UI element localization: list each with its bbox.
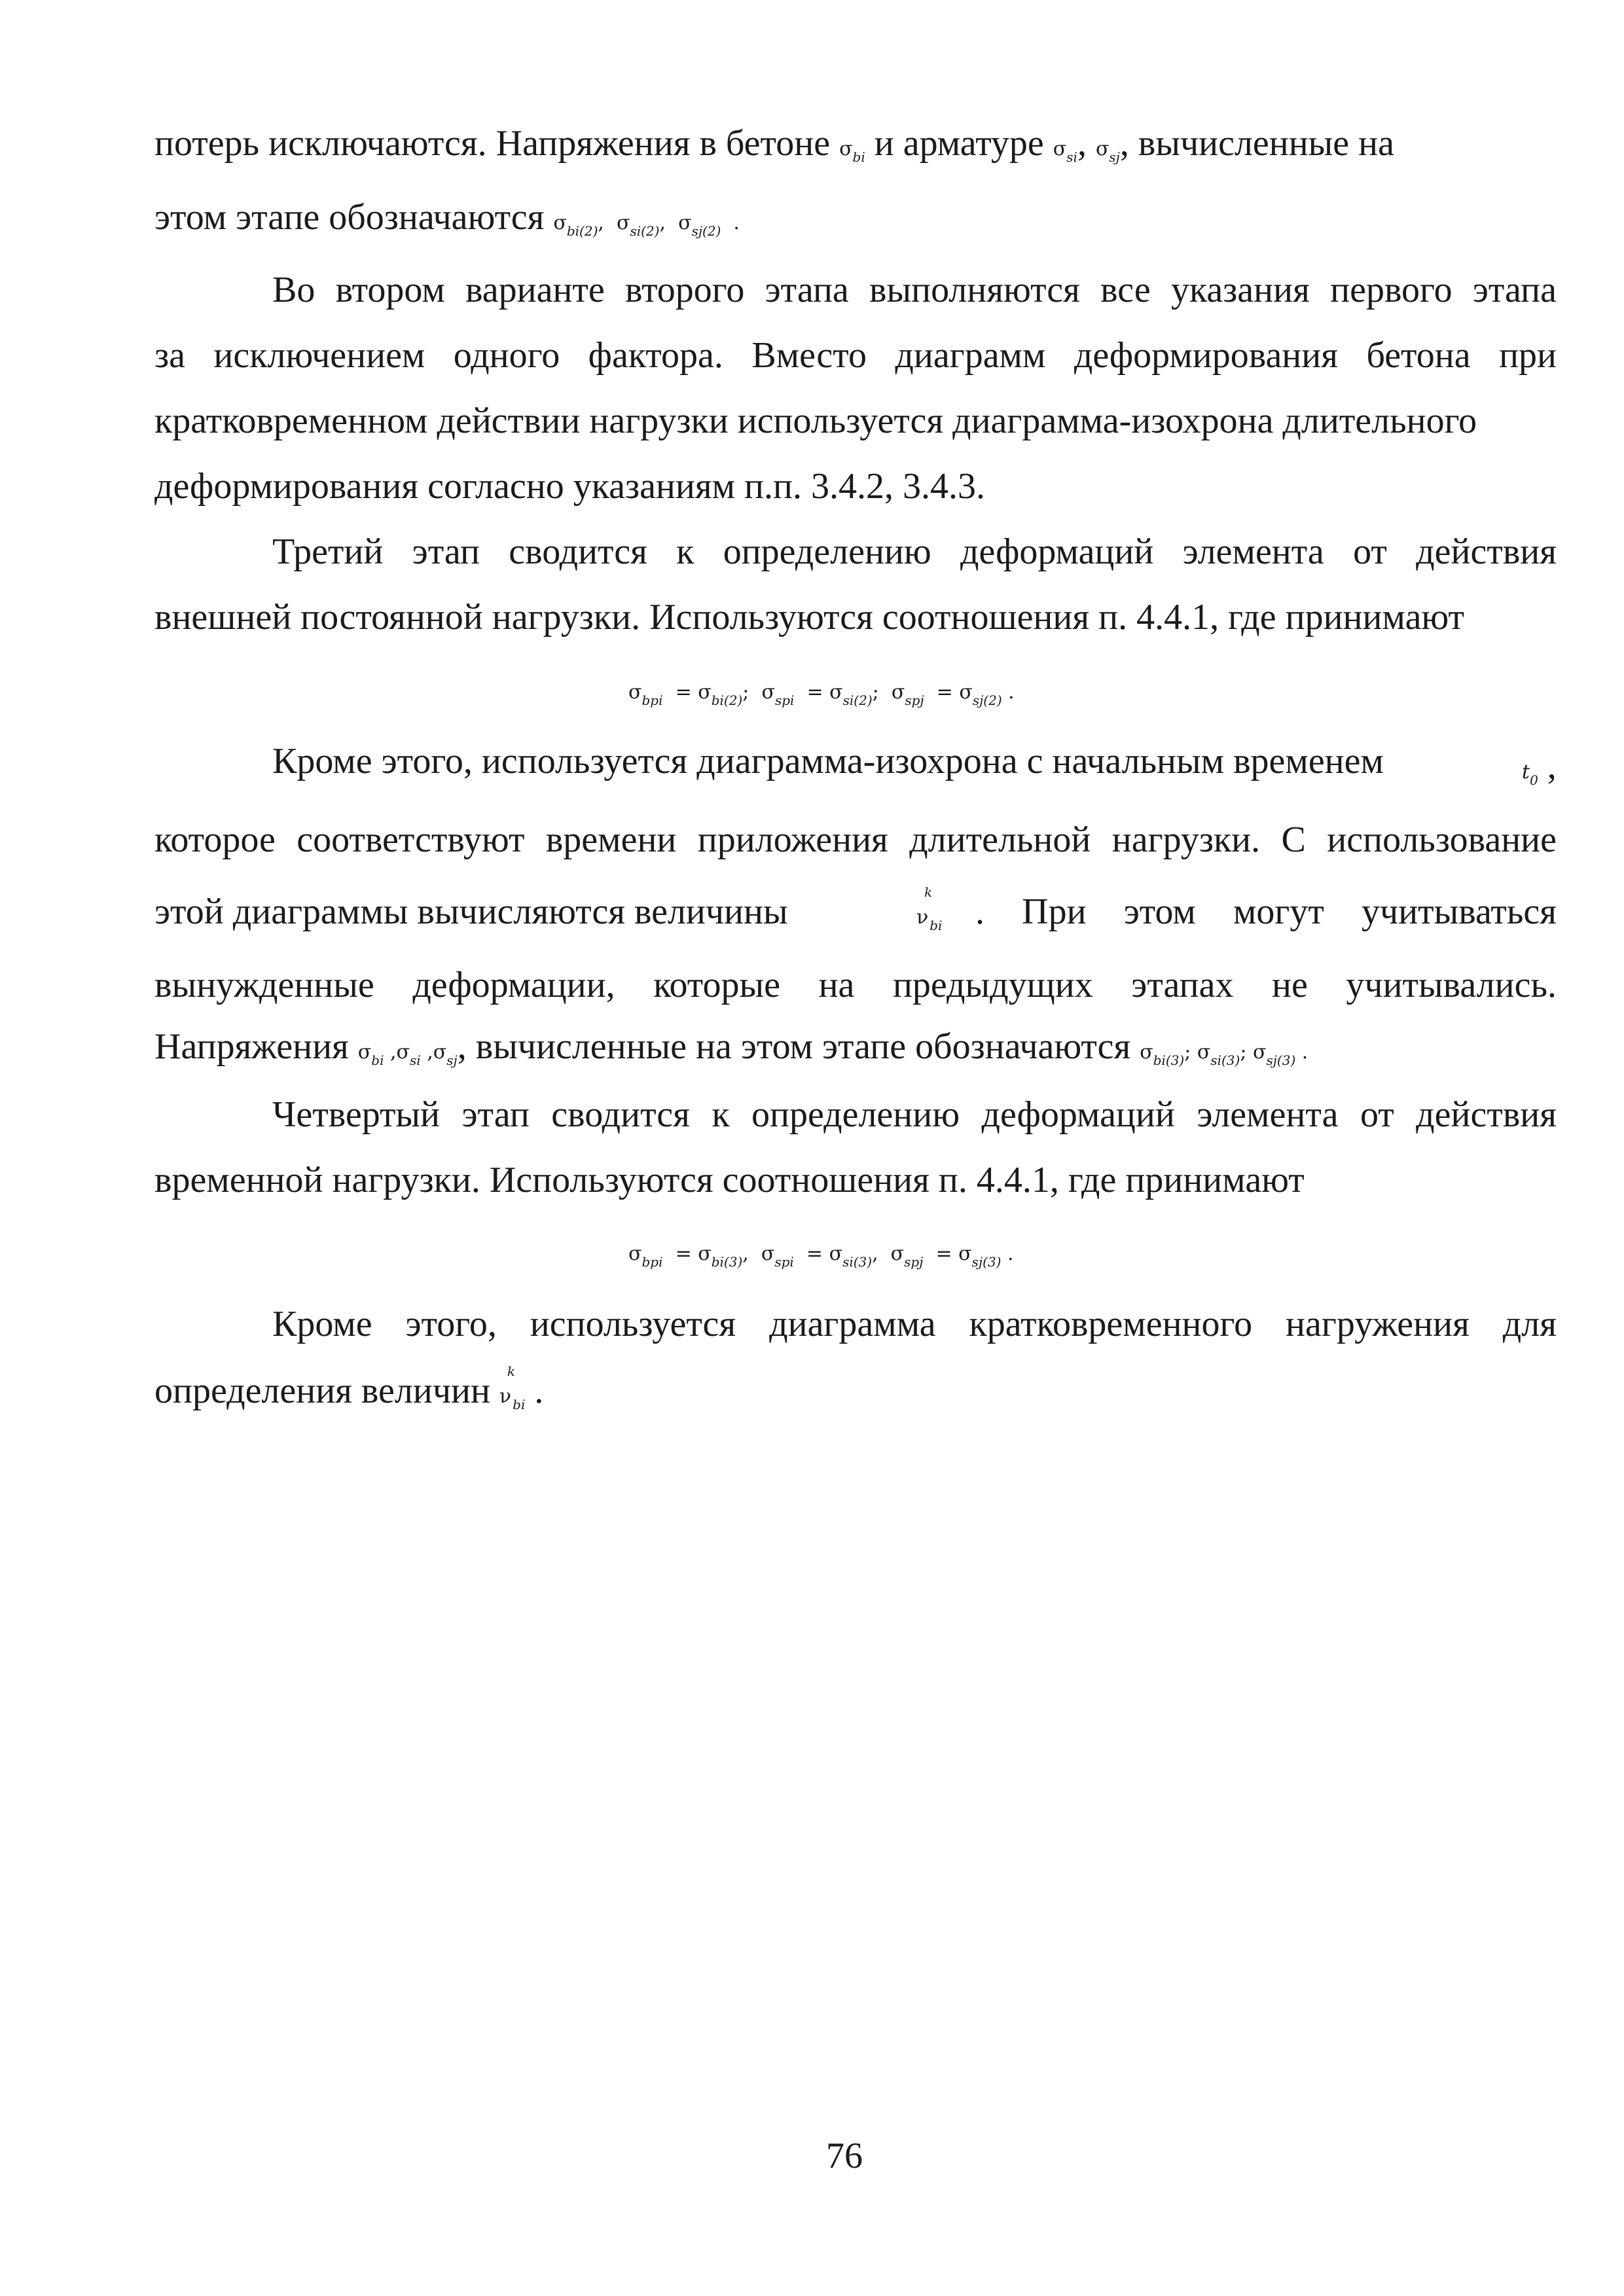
text-segment: , — [1077, 123, 1087, 164]
paragraph-4-line-5 — [154, 1025, 1308, 1074]
paragraph-6-line-1: Кроме этого, используется диаграмма кратковременного нагружения для — [272, 1304, 1557, 1344]
paragraph-5-line-2: временной нагрузки. Используются соотношения п. 4.4.1, где принимают — [154, 1160, 1305, 1200]
text-segment: этой диаграммы вычисляются величины — [154, 891, 788, 932]
text-segment: , вычисленные на — [1119, 123, 1394, 164]
symbols-stage2: $\sigma_{bi(2)}$, $\sigma_{si(2)}$, $\sigma_{sj(2)}$ . — [553, 211, 740, 239]
paragraph-2-line-4: деформирования согласно указаниям п.п. 3.4.2, 3.4.3. — [154, 466, 985, 507]
paragraph-4-line-1 — [272, 740, 1384, 783]
paragraph-2-line-3: кратковременном действии нагрузки используется диаграмма-изохрона длительного — [154, 401, 1477, 441]
text-segment: определения величин — [154, 1371, 490, 1411]
paragraph-3-line-1: Третий этап сводится к определению деформаций элемента от действия — [272, 531, 1557, 572]
paragraph-4-line-4: вынужденные деформации, которые на предыдущих этапах не учитывались. — [154, 965, 1557, 1005]
symbol-nu-bi-k-2: ν k $_{bi}$ — [499, 1363, 526, 1412]
paragraph-2-line-1: Во втором варианте второго этапа выполняются все указания первого этапа — [272, 270, 1557, 310]
paragraph-4-line-3 — [154, 890, 788, 933]
symbol-sigma-si: $\sigma_{si}$ — [1053, 137, 1077, 165]
page-number: 76 — [826, 2136, 863, 2176]
paragraph-2-line-2: за исключением одного фактора. Вместо диаграмм деформирования бетона при — [154, 335, 1557, 376]
equation-stage3: $\sigma_{bpi} = \sigma_{bi(2)}$; $\sigma_{spi} = \sigma_{si(2)}$; $\sigma_{spj} = \sigma_{sj(2)}$ . — [628, 681, 1015, 708]
text-segment: Кроме этого, используется диаграмма-изохрона с начальным временем — [272, 741, 1384, 781]
symbol-t0: $t_0$ , — [1522, 746, 1557, 788]
text-segment: потерь исключаются. Напряжения в бетоне — [154, 123, 831, 164]
equation-stage4: $\sigma_{bpi} = \sigma_{bi(3)}$, $\sigma_{spi} = \sigma_{si(3)}$, $\sigma_{spj} = \sigma_{sj(3)}$ . — [628, 1242, 1014, 1270]
paragraph-6-line-2: определения величин ν k $_{bi}$ . — [154, 1369, 543, 1418]
text-line-2 — [154, 196, 740, 245]
text-segment: и арматуре — [874, 123, 1044, 164]
text-segment: , вычисленные на этом этапе обозначаются — [457, 1026, 1131, 1067]
paragraph-3-line-2: внешней постоянной нагрузки. Используются соотношения п. 4.4.1, где принимают — [154, 597, 1464, 637]
symbol-nu-bi-k: ν k $_{bi}$ — [916, 884, 943, 933]
paragraph-5-line-1: Четвертый этап сводится к определению деформаций элемента от действия — [272, 1094, 1557, 1135]
text-segment: этом этапе обозначаются — [154, 197, 545, 238]
paragraph-4-line-3b: . При этом могут учитываться — [975, 891, 1557, 932]
symbols-stage3: $\sigma_{bi(3)}$; $\sigma_{si(3)}$; $\sigma_{sj(3)}$ . — [1140, 1041, 1308, 1068]
symbols-stresses: $\sigma_{bi}$ $,\sigma_{si}$ $,\sigma_{sj}$ — [357, 1041, 458, 1068]
symbol-sigma-sj: $\sigma_{sj}$ — [1095, 137, 1120, 165]
text-segment: Напряжения — [154, 1026, 349, 1067]
paragraph-4-line-2: которое соответствуют времени приложения длительной нагрузки. С использование — [154, 819, 1557, 860]
text-line-1 — [154, 122, 1394, 171]
symbol-sigma-bi: $\sigma_{bi}$ — [839, 137, 865, 165]
